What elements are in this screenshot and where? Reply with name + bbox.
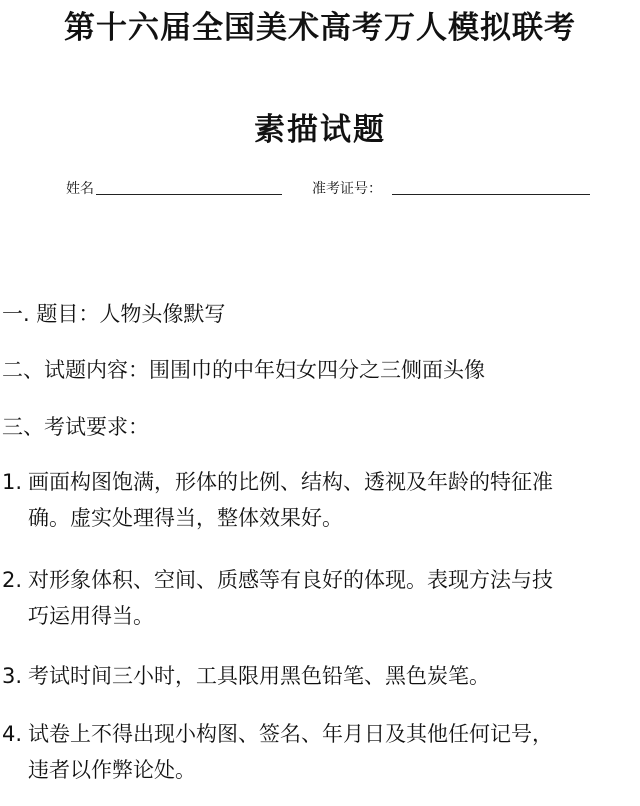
requirement-text-line1: 考试时间三小时，工具限用黑色铅笔、黑色炭笔。 — [28, 664, 490, 688]
requirement-item — [2, 562, 640, 634]
section-requirements-heading: 三、考试要求： — [2, 415, 149, 439]
requirement-text-line2: 巧运用得当。 — [28, 604, 154, 628]
candidate-info-row — [0, 176, 640, 200]
requirement-text-line2: 确。虚实处理得当，整体效果好。 — [28, 506, 343, 530]
exam-id-blank-line — [392, 194, 590, 195]
requirement-number: 4. — [2, 722, 23, 746]
requirement-number: 2. — [2, 568, 23, 592]
requirement-item — [2, 658, 640, 694]
requirement-item — [2, 464, 640, 536]
name-label: 姓名 — [66, 181, 94, 197]
name-blank-line — [96, 194, 282, 195]
exam-id-label: 准考证号： — [312, 181, 382, 197]
requirement-number: 3. — [2, 664, 23, 688]
requirement-text-line1: 对形象体积、空间、质感等有良好的体现。表现方法与技 — [28, 568, 553, 592]
requirement-text-line1: 画面构图饱满，形体的比例、结构、透视及年龄的特征准 — [28, 470, 553, 494]
requirement-item — [2, 716, 640, 788]
requirement-number: 1. — [2, 470, 23, 494]
requirement-text-line2: 违者以作弊论处。 — [28, 758, 196, 782]
exam-title: 第十六届全国美术高考万人模拟联考 — [64, 10, 576, 46]
section-content: 二、试题内容：围围巾的中年妇女四分之三侧面头像 — [2, 358, 485, 382]
section-topic: 一. 题目：人物头像默写 — [2, 302, 226, 326]
requirement-text-line1: 试卷上不得出现小构图、签名、年月日及其他任何记号， — [28, 722, 553, 746]
exam-subtitle: 素描试题 — [254, 112, 386, 148]
